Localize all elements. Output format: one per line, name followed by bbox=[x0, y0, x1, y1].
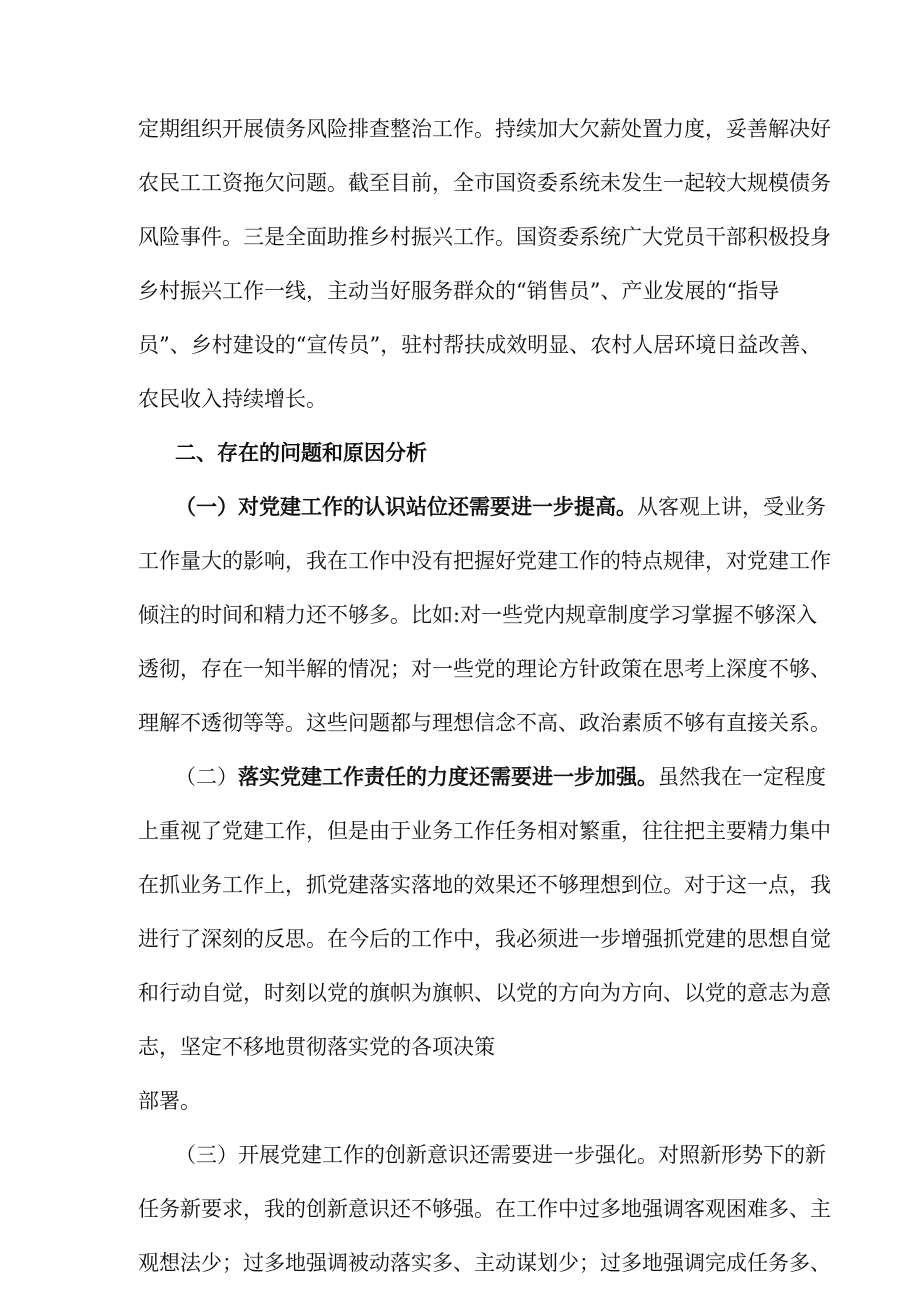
item2-title: 落实党建工作责任的力度还需要进一步加强。 bbox=[238, 764, 658, 789]
paragraph-line: 工作量大的影响，我在工作中没有把握好党建工作的特点规律，对党建工作 bbox=[138, 549, 831, 573]
paragraph-line: 在抓业务工作上，抓党建落实落地的效果还不够理想到位。对于这一点，我 bbox=[138, 873, 831, 897]
section-heading: 二、存在的问题和原因分析 bbox=[175, 440, 427, 465]
paragraph-line: 任务新要求，我的创新意识还不够强。在工作中过多地强调客观困难多、主 bbox=[138, 1197, 831, 1221]
paragraph-line: 农民工工资拖欠问题。截至目前，全市国资委系统未发生一起较大规模债务 bbox=[138, 171, 831, 195]
item1-title: （一）对党建工作的认识站位还需要进一步提高。 bbox=[175, 494, 637, 519]
paragraph-line: 风险事件。三是全面助推乡村振兴工作。国资委系统广大党员干部积极投身 bbox=[138, 225, 831, 249]
paragraph-line: 志，坚定不移地贯彻落实党的各项决策 bbox=[138, 1035, 495, 1059]
paragraph-line: 和行动自觉，时刻以党的旗帜为旗帜、以党的方向为方向、以党的意志为意 bbox=[138, 981, 831, 1005]
paragraph-line: 理解不透彻等等。这些问题都与理想信念不高、政治素质不够有直接关系。 bbox=[138, 711, 831, 735]
paragraph-line: 员”、乡村建设的“宣传员”，驻村帮扶成效明显、农村人居环境日益改善、 bbox=[138, 333, 822, 357]
item3-first-line: （三）开展党建工作的创新意识还需要进一步强化。对照新形势下的新 bbox=[175, 1143, 826, 1167]
paragraph-line: 倾注的时间和精力还不够多。比如:对一些党内规章制度学习掌握不够深入 bbox=[138, 603, 818, 627]
item2-text: 虽然我在一定程度 bbox=[658, 765, 826, 789]
paragraph-line: 乡村振兴工作一线，主动当好服务群众的“销售员”、产业发展的“指导 bbox=[138, 279, 780, 303]
paragraph-line: 部署。 bbox=[138, 1089, 201, 1113]
paragraph-line: 定期组织开展债务风险排查整治工作。持续加大欠薪处置力度，妥善解决好 bbox=[138, 117, 831, 141]
item2-number: （二） bbox=[175, 765, 238, 789]
paragraph-line: 观想法少；过多地强调被动落实多、主动谋划少；过多地强调完成任务多、 bbox=[138, 1251, 831, 1275]
paragraph-line: 进行了深刻的反思。在今后的工作中，我必须进一步增强抓党建的思想自觉 bbox=[138, 927, 831, 951]
paragraph-line: 透彻，存在一知半解的情况；对一些党的理论方针政策在思考上深度不够、 bbox=[138, 657, 831, 681]
item1-first-line bbox=[175, 492, 826, 522]
item1-text: 从客观上讲，受业务 bbox=[637, 495, 826, 519]
paragraph-line: 农民收入持续增长。 bbox=[138, 387, 327, 411]
paragraph-line: 上重视了党建工作，但是由于业务工作任务相对繁重，往往把主要精力集中 bbox=[138, 819, 831, 843]
item2-first-line bbox=[175, 762, 826, 792]
